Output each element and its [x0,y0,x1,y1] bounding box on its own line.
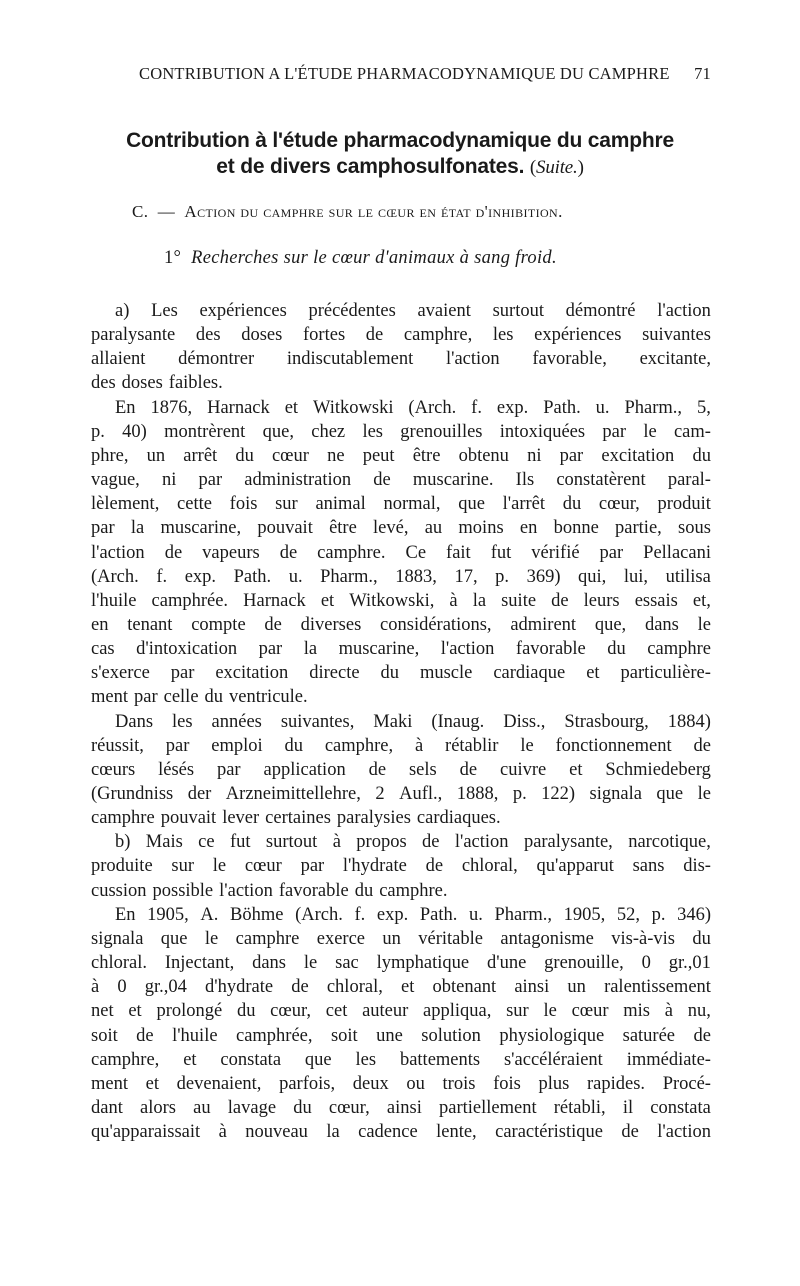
text-line: En 1876, Harnack et Witkowski (Arch. f. exp. Path. u. Pharm., 5, [115,397,711,418]
subsection-heading-text: Recherches sur le cœur d'animaux à sang froid. [191,248,557,268]
subsection-heading [164,248,684,269]
section-heading [132,202,692,222]
text-line: chloral. Injectant, dans le sac lymphatique d'une grenouille, 0 gr.,01 [91,953,711,973]
text-line: cœurs lésés par application de sels de cuivre et Schmiedeberg [91,759,711,780]
text-line: soit de l'huile camphrée, soit une solution physiologique saturée de [91,1025,711,1046]
text-line: s'exerce par excitation directe du muscle cardiaque et particulière- [91,663,711,684]
text-line: dant alors au lavage du cœur, ainsi partiellement rétabli, il constata [91,1097,711,1118]
text-line: signala que le camphre exerce un véritable antagonisme vis-à-vis du [91,928,711,949]
text-line: En 1905, A. Böhme (Arch. f. exp. Path. u. Pharm., 1905, 52, p. 346) [115,904,711,925]
text-line: b) Mais ce fut surtout à propos de l'action paralysante, narcotique, [115,832,711,853]
text-line: (Grundniss der Arzneimittellehre, 2 Aufl., 1888, p. 122) signala que le [91,784,711,804]
section-letter: C. [132,202,149,221]
article-title-line-1: Contribution à l'étude pharmacodynamique du camphre [126,129,674,152]
subsection-number: 1° [164,248,182,268]
article-title [0,128,800,181]
text-line: ment et devenaient, parfois, deux ou trois fois plus rapides. Procé- [91,1073,711,1094]
text-line: net et prolongé du cœur, cet auteur appliqua, sur le cœur mis à nu, [91,1001,711,1022]
text-line: (Arch. f. exp. Path. u. Pharm., 1883, 17, p. 369) qui, lui, utilisa [91,566,711,587]
page-number: 71 [694,64,711,83]
text-line: qu'apparaissait à nouveau la cadence lente, caractéristique de l'action [91,1122,711,1143]
section-heading-text: Action du camphre sur le cœur en état d'inhibition. [184,202,563,221]
text-line: lèlement, cette fois sur animal normal, que l'arrêt du cœur, produit [91,494,711,515]
text-line: phre, un arrêt du cœur ne peut être obtenu ni par excitation du [91,445,711,466]
article-title-line-2 [0,154,800,181]
running-head-title: CONTRIBUTION A L'ÉTUDE PHARMACODYNAMIQUE DU CAMPHRE [139,64,670,83]
text-line: allaient démontrer indiscutablement l'action favorable, excitante, [91,349,711,370]
article-title-suite: (Suite.) [529,157,584,178]
text-line: produite sur le cœur par l'hydrate de chloral, qu'apparut sans dis- [91,856,711,877]
text-line: cas d'intoxication par la muscarine, l'action favorable du camphre [91,639,711,660]
text-line: Dans les années suivantes, Maki (Inaug. Diss., Strasbourg, 1884) [115,711,711,732]
text-line: en tenant compte de diverses considérations, admirent que, dans le [91,615,711,635]
text-line: à 0 gr.,04 d'hydrate de chloral, et obtenant ainsi un ralentissement [91,977,711,998]
text-line: l'action de vapeurs de camphre. Ce fait fut vérifié par Pellacani [91,542,711,563]
text-line: cussion possible l'action favorable du camphre. [91,880,448,901]
text-line: des doses faibles. [91,373,223,394]
text-line: ment par celle du ventricule. [91,687,308,708]
article-title-line-2-text: et de divers camphosulfonates. [216,155,525,178]
text-line: réussit, par emploi du camphre, à rétablir le fonctionnement de [91,735,711,756]
text-line: par la muscarine, pouvait être levé, au moins en bonne partie, sous [91,518,711,539]
text-line: paralysante des doses fortes de camphre, les expériences suivantes [91,325,711,346]
text-line: l'huile camphrée. Harnack et Witkowski, à la suite de leurs essais et, [91,590,711,611]
text-line: vague, ni par administration de muscarine. Ils constatèrent paral- [91,470,711,490]
text-line: a) Les expériences précédentes avaient surtout démontré l'action [115,301,711,321]
text-line: p. 40) montrèrent que, chez les grenouilles intoxiquées par le cam- [91,421,711,442]
section-dash: — [157,202,176,221]
text-line: camphre, et constata que les battements s'accéléraient immédiate- [91,1049,711,1070]
text-line: camphre pouvait lever certaines paralysies cardiaques. [91,808,501,829]
